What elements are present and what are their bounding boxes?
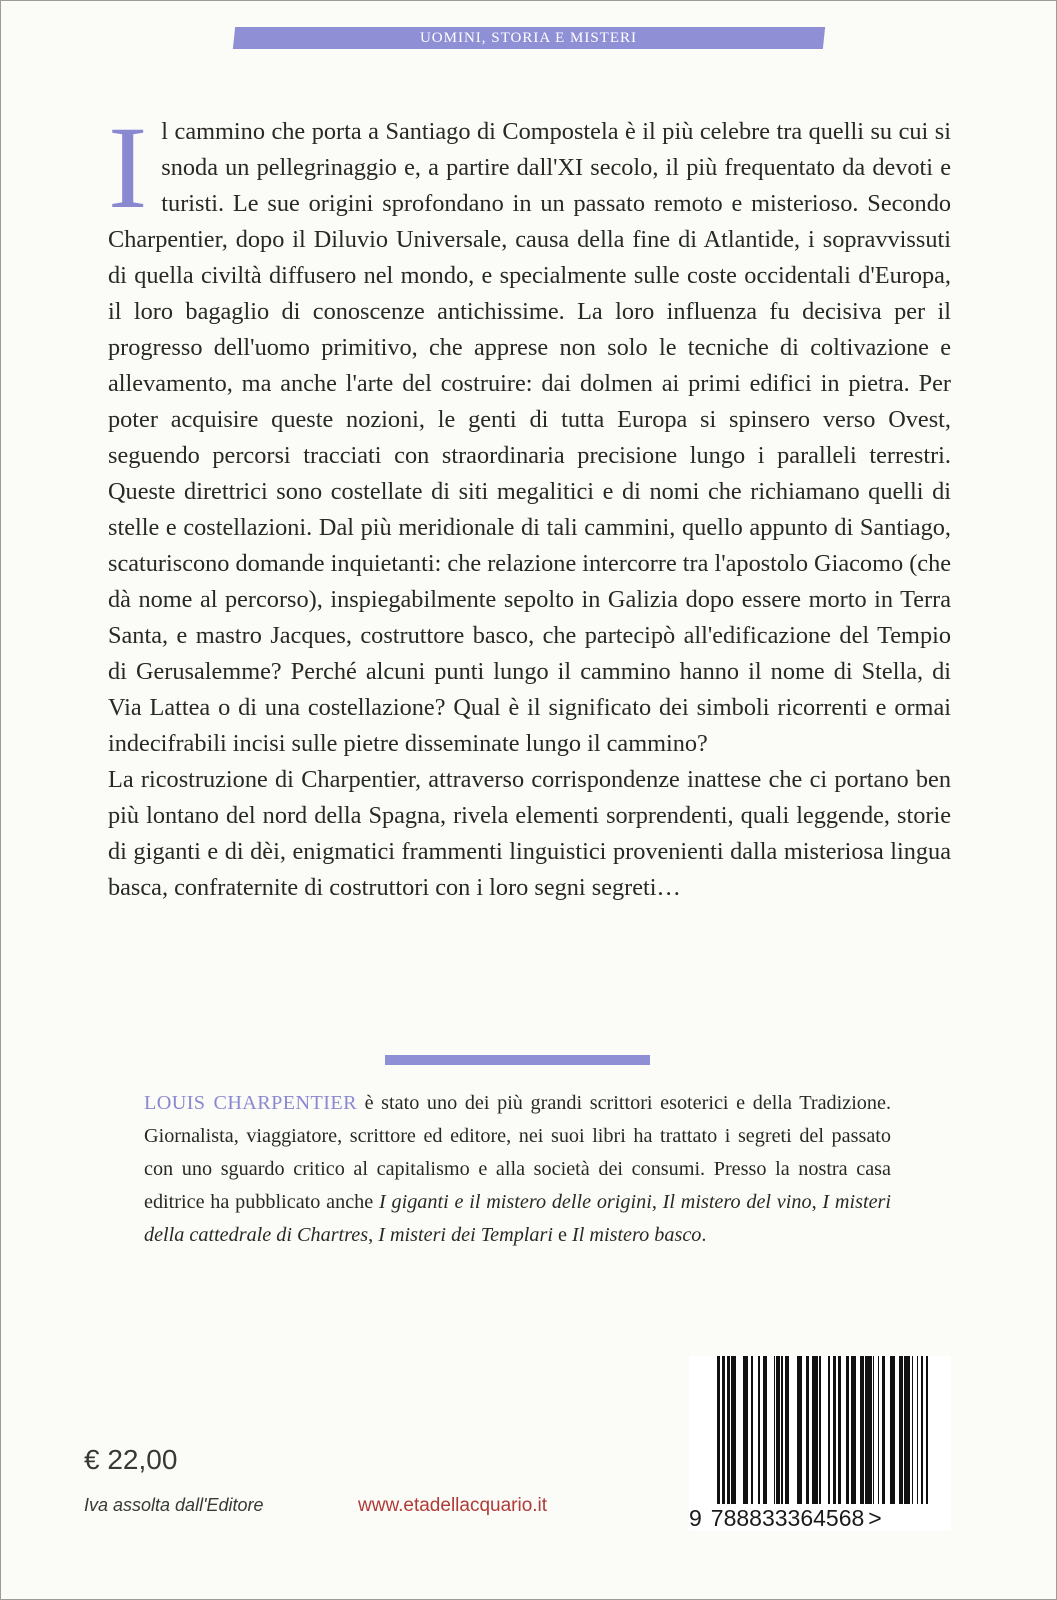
other-titles: I giganti e il mistero delle origini, Il mistero del vino, I misteri della cattedrale di Chartres, I misteri dei Templari e Il mistero basco. [144, 1191, 892, 1246]
book-title: Il mistero basco [572, 1224, 702, 1246]
book-title: I misteri dei Templari [378, 1224, 553, 1246]
barcode-first-digit: 9 [689, 1505, 702, 1531]
author-bio [144, 1087, 891, 1252]
barcode-digits [689, 1505, 882, 1532]
series-label: UOMINI, STORIA E MISTERI [420, 29, 638, 46]
publisher-website-link[interactable]: www.etadellacquario.it [358, 1495, 548, 1516]
book-title: I giganti e il mistero delle origini [379, 1191, 652, 1213]
isbn-barcode [689, 1356, 951, 1531]
vat-note: Iva assolta dall'Editore [84, 1495, 264, 1515]
synopsis-paragraph-1: l cammino che porta a Santiago di Compostela è il più celebre tra quelli su cui si snoda un pellegrinaggio e, a partire dall'XI secolo, il più frequentato da devoti e turisti. Le sue origini sprofondano in un passato remoto e misterioso. Secondo Charpentier, dopo il Diluvio Universale, causa della fine di Atlantide, i sopravvissuti di quella civiltà diffusero nel mondo, e specialmente sulle coste occidentali d'Europa, il loro bagaglio di conoscenze antichissime. La loro influenza fu decisiva per il progresso dell'uomo primitivo, che apprese non solo le tecniche di coltivazione e allevamento, ma anche l'arte del costruire: dai dolmen ai primi edifici in pietra. Per poter acquisire queste nozioni, le genti di tutta Europa si spinsero verso Ovest, seguendo percorsi tracciati con straordinaria precisione lungo i paralleli terrestri. Queste direttrici sono costellate di siti megalitici e di nomi che richiamano quelli di stelle e costellazioni. Dal più meridionale di tali cammini, quello appunto di Santiago, scaturiscono domande inquietanti: che relazione intercorre tra l'apostolo Giacomo (che dà nome al percorso), inspiegabilmente sepolto in Galizia dopo essere morto in Terra Santa, e mastro Jacques, costruttore basco, che partecipò all'edificazione del Tempio di Gerusalemme? Perché alcuni punti lungo il cammino hanno il nome di Stella, di Via Lattea o di una costellazione? Qual è il significato dei simboli ricorrenti e ormai indecifrabili incisi sulle pietre disseminate lungo il cammino? [108, 118, 951, 757]
price: € 22,00 [84, 1444, 178, 1475]
book-title: I misteri della cattedrale di Chartres [144, 1191, 892, 1246]
barcode-arrow: > [868, 1505, 882, 1531]
book-title: Il mistero del vino [662, 1191, 812, 1213]
drop-cap: I [108, 102, 148, 233]
barcode-group-2: 364568 [787, 1505, 865, 1531]
author-bio-text: è stato uno dei più grandi scrittori esoterici e della Tradizione. Giornalista, viaggiatore, scrittore ed editore, nei suoi libri ha trattato i segreti del passato con uno sguardo critico al capitalismo e alla società dei consumi. Presso la nostra casa editrice ha pubblicato anche [144, 1092, 891, 1213]
barcode-bars [717, 1356, 929, 1504]
author-name: LOUIS CHARPENTIER [144, 1092, 357, 1114]
section-divider [385, 1055, 650, 1065]
synopsis [108, 102, 951, 906]
synopsis-paragraph-2: La ricostruzione di Charpentier, attraverso corrispondenze inattese che ci portano ben più lontano del nord della Spagna, rivela elementi sorprendenti, quali leggende, storie di giganti e di dèi, enigmatici frammenti linguistici provenienti dalla misteriosa lingua basca, confraternite di costruttori con i loro segni segreti… [108, 766, 951, 901]
series-banner [233, 27, 825, 49]
barcode-group-1: 788833 [710, 1505, 788, 1531]
